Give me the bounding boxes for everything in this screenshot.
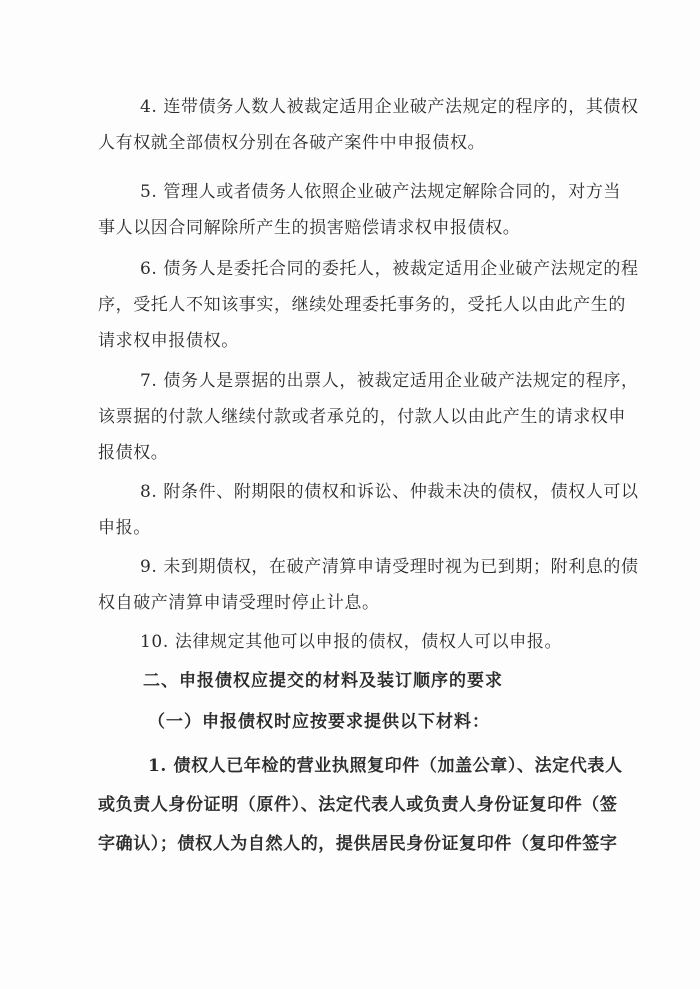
item-9-line-2: 权自破产清算申请受理时停止计息。 [98,593,380,613]
sub-heading: （一）申报债权时应按要求提供以下材料： [148,712,490,732]
item-5-line-2: 事人以因合同解除所产生的损害赔偿请求权申报债权。 [98,218,521,238]
item-6-line-1: 6. 债务人是委托合同的委托人，被裁定适用企业破产法规定的程 [140,259,639,279]
item-6-line-3: 请求权申报债权。 [98,331,239,351]
section-heading: 二、申报债权应提交的材料及装订顺序的要求 [143,671,503,691]
item-4-line-1: 4. 连带债务人数人被裁定适用企业破产法规定的程序的，其债权 [140,97,639,117]
material-1-line-1: 1. 债权人已年检的营业执照复印件（加盖公章）、法定代表人 [148,756,623,776]
item-4-line-2: 人有权就全部债权分别在各破产案件中申报债权。 [98,133,486,153]
item-8-line-1: 8. 附条件、附期限的债权和诉讼、仲裁未决的债权，债权人可以 [140,482,639,502]
item-8-line-2: 申报。 [98,518,151,538]
item-7-line-1: 7. 债务人是票据的出票人，被裁定适用企业破产法规定的程序， [140,371,639,391]
material-1-line-3: 字确认）；债权人为自然人的，提供居民身份证复印件（复印件签字 [98,834,618,854]
item-5-line-1: 5. 管理人或者债务人依照企业破产法规定解除合同的，对方当 [140,182,622,202]
item-7-line-3: 报债权。 [98,443,169,463]
item-6-line-2: 序，受托人不知该事实，继续处理委托事务的，受托人以由此产生的 [98,295,626,315]
item-7-line-2: 该票据的付款人继续付款或者承兑的，付款人以由此产生的请求权申 [98,407,626,427]
material-1-line-2: 或负责人身份证明（原件）、法定代表人或负责人身份证复印件（签 [98,795,618,815]
item-9-line-1: 9. 未到期债权，在破产清算申请受理时视为已到期；附利息的债 [140,557,639,577]
item-10-line-1: 10. 法律规定其他可以申报的债权，债权人可以申报。 [140,632,563,652]
